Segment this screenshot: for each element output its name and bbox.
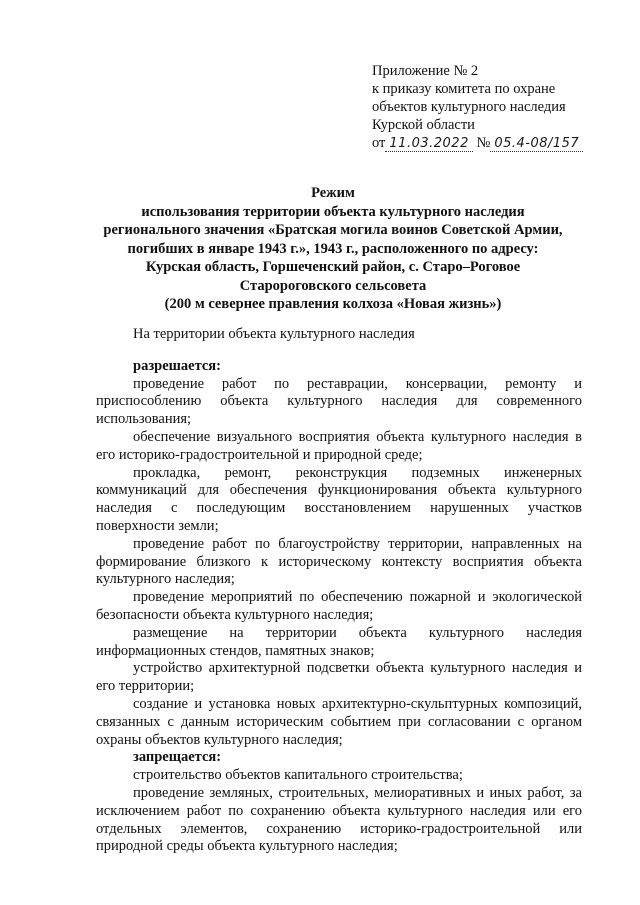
allowed-item: устройство архитектурной подсветки объекта культурного наследия и его территории; <box>96 660 582 695</box>
forbidden-item: строительство объектов капитального строительства; <box>133 767 463 784</box>
allowed-item: обеспечение визуального восприятия объекта культурного наследия в его историко-градостроительной и природной среде; <box>96 428 582 463</box>
order-date-handwritten: 11.03.2022 <box>385 136 472 152</box>
title-line-6: Старороговского сельсовета <box>239 277 427 294</box>
appendix-order-line: к приказу комитета по охране <box>372 81 556 97</box>
appendix-region-line: Курской области <box>372 117 475 133</box>
order-number-handwritten: 05.4-08/157 <box>490 136 583 152</box>
title-line-3: регионального значения «Братская могила воинов Советской Армии, <box>103 222 563 238</box>
allowed-item: проведение мероприятий по обеспечению пожарной и экологической безопасности объекта культурного наследия; <box>96 589 582 623</box>
forbidden-heading: запрещается: <box>133 749 222 766</box>
order-date-number-line <box>372 134 622 153</box>
title-line-4: погибших в январе 1943 г.», 1943 г., расположенного по адресу: <box>127 240 539 257</box>
title-line-7: (200 м севернее правления колхоза «Новая жизнь») <box>164 296 502 312</box>
forbidden-item: проведение земляных, строительных, мелиоративных и иных работ, за исключением работ по сохранению объекта культурного наследия или его отдельных элементов, сохранению историко-градостроительной или природной среды объекта культурного наследия; <box>96 784 582 855</box>
allowed-item: создание и установка новых архитектурно-скульптурных композиций, связанных с данным историческим событием при согласовании с органом охраны объектов культурного наследия; <box>96 695 582 748</box>
from-label: от <box>372 135 386 151</box>
appendix-number: Приложение № 2 <box>372 63 479 79</box>
title-line-1: Режим <box>311 185 355 201</box>
intro-paragraph: На территории объекта культурного наследия <box>133 326 415 342</box>
document-body <box>96 326 582 856</box>
title-line-5: Курская область, Горшеченский район, с. Старо–Роговое <box>145 259 521 275</box>
appendix-committee-line: объектов культурного наследия <box>372 99 566 115</box>
allowed-item: размещение на территории объекта культурного наследия информационных стендов, памятных знаков; <box>96 624 582 659</box>
allowed-item: прокладка, ремонт, реконструкция подземных инженерных коммуникаций для обеспечения функционирования объекта культурного наследия с последующим восстановлением нарушенных участков поверхности земли; <box>96 464 582 534</box>
appendix-header <box>372 62 622 153</box>
title-line-2: использования территории объекта культурного наследия <box>141 203 525 220</box>
allowed-heading: разрешается: <box>133 357 221 374</box>
document-title <box>90 184 576 314</box>
allowed-item: проведение работ по реставрации, консервации, ремонту и приспособлению объекта культурного наследия для современного использования; <box>96 375 582 428</box>
number-label: № <box>476 135 491 151</box>
allowed-item: проведение работ по благоустройству территории, направленных на формирование близкого к историческому контексту восприятия объекта культурного наследия; <box>96 535 582 588</box>
